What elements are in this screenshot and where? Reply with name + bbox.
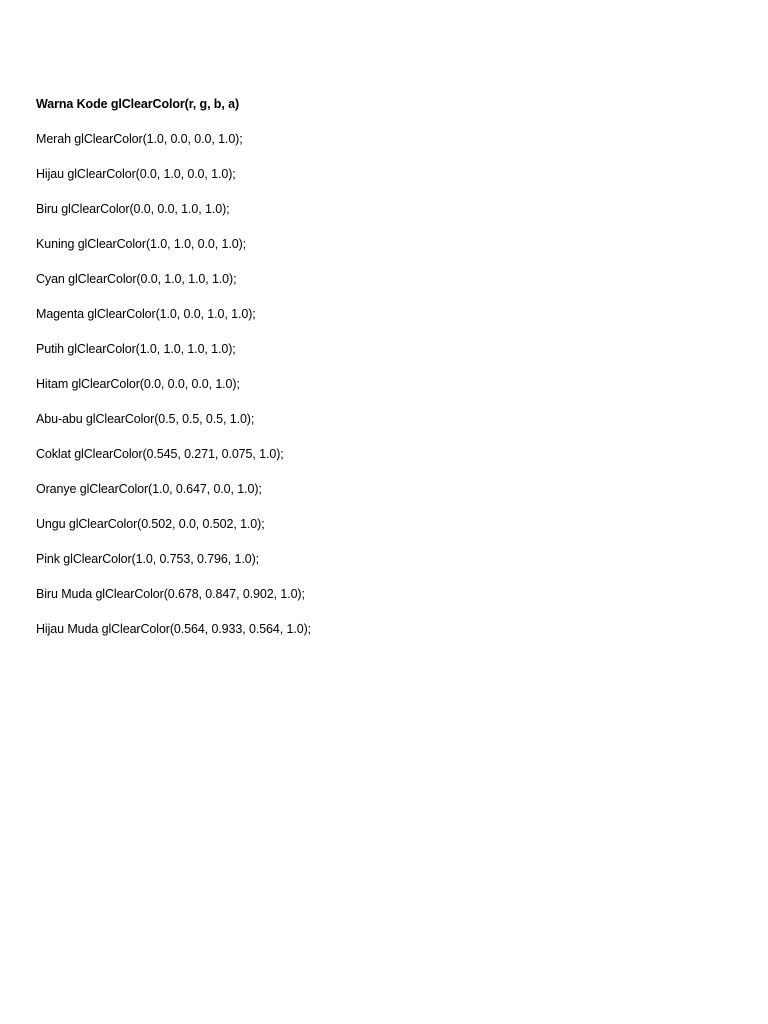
color-code-line-hitam: Hitam glClearColor(0.0, 0.0, 0.0, 1.0); xyxy=(36,377,240,391)
color-code-line-putih: Putih glClearColor(1.0, 1.0, 1.0, 1.0); xyxy=(36,342,236,356)
color-code-line-magenta: Magenta glClearColor(1.0, 0.0, 1.0, 1.0); xyxy=(36,307,256,321)
color-code-line-hijau-muda: Hijau Muda glClearColor(0.564, 0.933, 0.564, 1.0); xyxy=(36,622,312,636)
color-code-line-pink: Pink glClearColor(1.0, 0.753, 0.796, 1.0); xyxy=(36,552,260,566)
color-code-line-biru-muda: Biru Muda glClearColor(0.678, 0.847, 0.902, 1.0); xyxy=(36,587,305,601)
color-code-line-biru: Biru glClearColor(0.0, 0.0, 1.0, 1.0); xyxy=(36,202,230,216)
color-code-line-kuning: Kuning glClearColor(1.0, 1.0, 0.0, 1.0); xyxy=(36,237,247,251)
color-code-line-ungu: Ungu glClearColor(0.502, 0.0, 0.502, 1.0); xyxy=(36,517,265,531)
color-code-line-merah: Merah glClearColor(1.0, 0.0, 0.0, 1.0); xyxy=(36,132,243,146)
document-heading: Warna Kode glClearColor(r, g, b, a) xyxy=(36,97,240,111)
color-code-line-abu-abu: Abu-abu glClearColor(0.5, 0.5, 0.5, 1.0); xyxy=(36,412,255,426)
color-code-line-cyan: Cyan glClearColor(0.0, 1.0, 1.0, 1.0); xyxy=(36,272,237,286)
color-code-line-coklat: Coklat glClearColor(0.545, 0.271, 0.075, 1.0); xyxy=(36,447,284,461)
document-body xyxy=(36,94,736,654)
color-code-line-oranye: Oranye glClearColor(1.0, 0.647, 0.0, 1.0); xyxy=(36,482,262,496)
color-code-line-hijau: Hijau glClearColor(0.0, 1.0, 0.0, 1.0); xyxy=(36,167,236,181)
